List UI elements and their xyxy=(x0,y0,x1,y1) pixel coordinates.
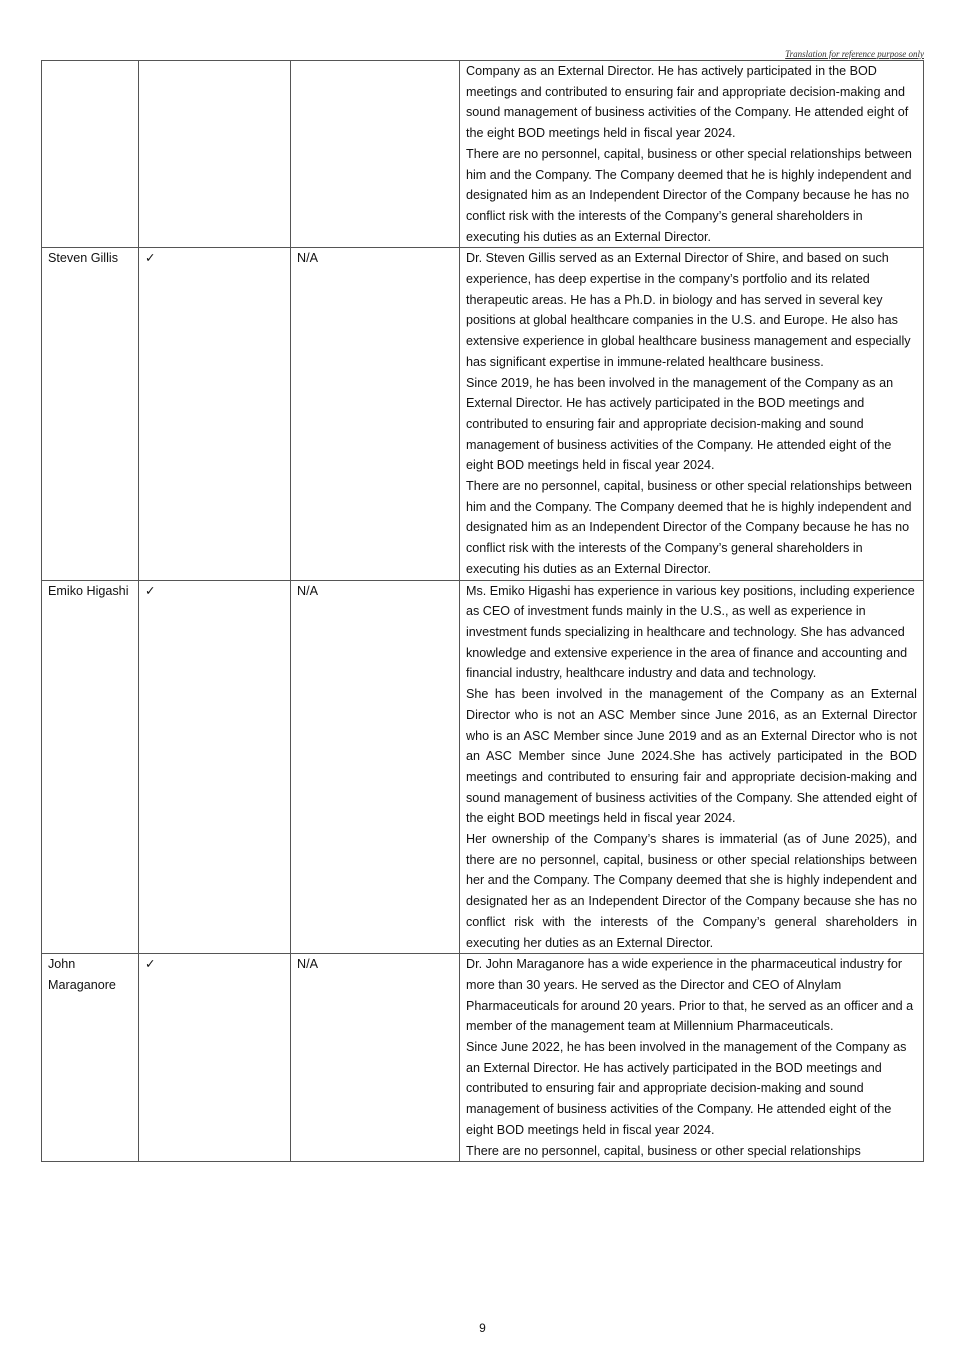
reason-paragraph: Dr. Steven Gillis served as an External Director of Shire, and based on such experience, has deep expertise in the company’s portfolio and its related therapeutic areas. He has a Ph.D. in biology and has served in several key positions at global healthcare companies in the U.S. and Europe. He also has extensive experience in global healthcare business management and especially has significant expertise in immune-related healthcare business. xyxy=(466,251,911,369)
reason-paragraph: Ms. Emiko Higashi has experience in various key positions, including experience as CEO of investment funds mainly in the U.S., as well as experience in investment funds specializing in healthcare and technology. She has advanced knowledge and extensive experience in the area of finance and accounting and financial industry, healthcare industry and data and technology. xyxy=(466,583,915,681)
director-name: Steven Gillis xyxy=(42,248,139,580)
reason-description xyxy=(460,580,924,954)
reason-paragraph: There are no personnel, capital, business or other special relationships between him and the Company. The Company deemed that he is highly independent and designated him as an Independent Director of the Company because he has no conflict risk with the interests of the Company’s general shareholders in executing his duties as an External Director. xyxy=(466,479,912,576)
page-number: 9 xyxy=(479,1321,486,1335)
translation-note: Translation for reference purpose only xyxy=(785,49,924,59)
na-cell: N/A xyxy=(291,954,460,1162)
independence-check: ✓ xyxy=(139,580,291,954)
table-row xyxy=(42,954,924,1162)
reason-paragraph: Her ownership of the Company’s shares is immaterial (as of June 2025), and there are no personnel, capital, business or other special relationships between her and the Company. The Company deemed that she is highly independent and designated her as an Independent Director of the Company because she has no conflict risk with the interests of the Company’s general shareholders in executing her duties as an External Director. xyxy=(466,832,917,950)
reason-paragraph: Since 2019, he has been involved in the management of the Company as an External Director. He has actively participated in the BOD meetings and contributed to ensuring fair and appropriate decision-making and sound management of business activities of the Company. He attended eight of the eight BOD meetings held in fiscal year 2024. xyxy=(466,375,894,473)
reason-paragraph: Since June 2022, he has been involved in the management of the Company as an External Director. He has actively participated in the BOD meetings and contributed to ensuring fair and appropriate decision-making and sound management of business activities of the Company. He attended eight of the eight BOD meetings held in fiscal year 2024. xyxy=(466,1040,907,1137)
reason-description xyxy=(460,954,924,1162)
director-table xyxy=(41,60,924,1162)
reason-paragraph: Dr. John Maraganore has a wide experience in the pharmaceutical industry for more than 30 years. He served as the Director and CEO of Alnylam Pharmaceuticals for around 20 years. Prior to that, he served as an officer and a member of the management team at Millennium Pharmaceuticals. xyxy=(466,957,914,1034)
table-row xyxy=(42,580,924,954)
reason-description xyxy=(460,248,924,580)
reason-paragraph: She has been involved in the management of the Company as an External Director who is not an ASC Member since June 2016, as an External Director who is an ASC Member since June 2019 and as an External Director who is not an ASC Member since June 2024.She has actively participated in the BOD meetings and contributed to ensuring fair and appropriate decision-making and sound management of business activities of the Company. She attended eight of the eight BOD meetings held in fiscal year 2024. xyxy=(466,687,917,826)
na-cell: N/A xyxy=(291,580,460,954)
director-name xyxy=(42,61,139,248)
independence-check xyxy=(139,61,291,248)
na-cell: N/A xyxy=(291,248,460,580)
director-name: John Maraganore xyxy=(42,954,139,1162)
reason-paragraph: Company as an External Director. He has actively participated in the BOD meetings and contributed to ensuring fair and appropriate decision-making and sound management of business activities of the Company. He attended eight of the eight BOD meetings held in fiscal year 2024. xyxy=(466,64,909,141)
reason-paragraph: There are no personnel, capital, business or other special relationships xyxy=(466,1143,861,1158)
independence-check: ✓ xyxy=(139,248,291,580)
table-row xyxy=(42,61,924,248)
reason-description xyxy=(460,61,924,248)
director-name: Emiko Higashi xyxy=(42,580,139,954)
na-cell xyxy=(291,61,460,248)
independence-check: ✓ xyxy=(139,954,291,1162)
table-row xyxy=(42,248,924,580)
reason-paragraph: There are no personnel, capital, business or other special relationships between him and the Company. The Company deemed that he is highly independent and designated him as an Independent Director of the Company because he has no conflict risk with the interests of the Company’s general shareholders in executing his duties as an External Director. xyxy=(466,146,912,244)
